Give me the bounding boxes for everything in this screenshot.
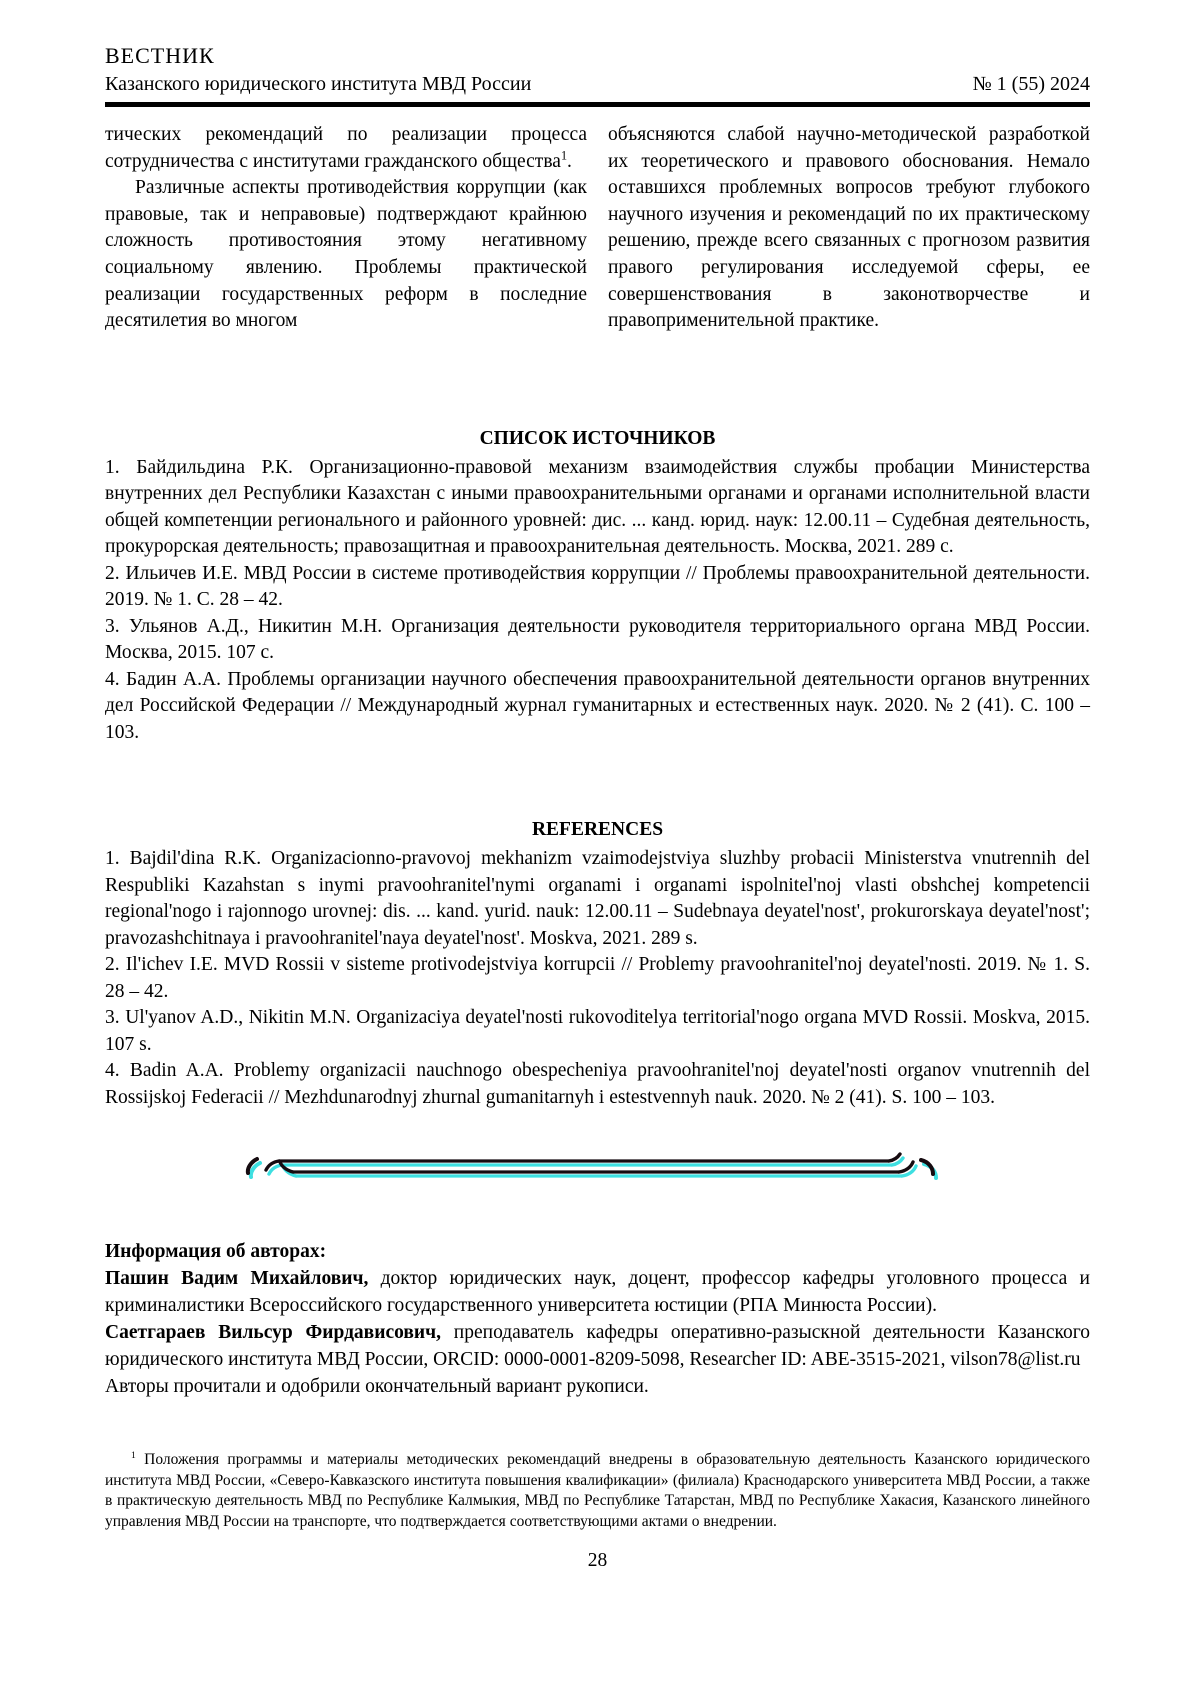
source-item: 3. Ульянов А.Д., Никитин М.Н. Организация деятельности руководителя территориального органа МВД России. Москва, 2015. 107 с.	[105, 615, 1090, 664]
decorative-divider	[105, 1151, 1090, 1194]
footnote-section	[105, 1450, 1090, 1532]
footnote-reference-mark: 1	[560, 148, 567, 163]
author-details: доктор юридических наук, доцент, профессор кафедры уголовного процесса и криминалистики Всероссийского государственного университета юстиции (РПА Минюста России).	[105, 1268, 1090, 1317]
intro-columns	[105, 122, 1090, 335]
author-details: преподаватель кафедры оперативно-разыскной деятельности Казанского юридического института МВД России, ORCID: 0000-0001-8209-5098, Researcher ID: ABE-3515-2021, vilson78@list.ru	[105, 1322, 1091, 1371]
references-list	[105, 846, 1090, 1111]
author-entry	[105, 1319, 1090, 1373]
intro-right-column	[608, 122, 1090, 335]
source-item: 2. Ильичев И.Е. МВД России в системе противодействия коррупции // Проблемы правоохранительной деятельности. 2019. № 1. С. 28 – 42.	[105, 562, 1090, 611]
page-number: 28	[587, 1550, 608, 1572]
journal-title: ВЕСТНИК	[105, 43, 215, 68]
references-heading: REFERENCES	[531, 819, 664, 841]
authors-section	[105, 1238, 1090, 1400]
authors-heading: Информация об авторах:	[105, 1241, 327, 1263]
author-entry	[105, 1265, 1090, 1319]
footnote-text: $^1$ Положения программы и материалы методических рекомендаций внедрены в образовательную деятельность Казанского юридического института МВД России, «Северо-Кавказского института повышения квалификации» (филиала) Краснодарского университета МВД России, а также в практическую деятельность МВД по Республике Калмыкия, МВД по Республике Татарстан, МВД по Республике Хакасия, Казанского линейного управления МВД России на транспорте, что подтверждается соответствующими актами о внедрении.	[105, 1450, 1090, 1530]
reference-item: 4. Badin A.A. Problemy organizacii nauchnogo obespecheniya pravoohranitel'noj deyatel'nosti organov vnutrennih del Rossijskoj Federacii // Mezhdunarodnyj zhurnal gumanitarnyh i estestvennyh nauk. 2020. № 2 (41). S. 100 – 103.	[105, 1060, 1090, 1108]
page-header	[105, 42, 1090, 107]
authors-approval-note: Авторы прочитали и одобрили окончательный вариант рукописи.	[105, 1376, 649, 1398]
sources-list	[105, 455, 1090, 747]
intro-left-column	[105, 122, 587, 335]
footnote-marker: 1	[131, 1450, 136, 1462]
intro-paragraph: объясняются слабой научно-методической разработкой их теоретического и правового обоснования. Немало оставшихся проблемных вопросов требуют глубокого научного изучения и рекомендаций по их практическому решению, прежде всего связанных с прогнозом развития правого регулирования исследуемой сферы, ее совершенствования в законотворчестве и правоприменительной практике.	[608, 124, 1090, 332]
header-rule	[105, 102, 1090, 107]
issue-number: № 1 (55) 2024	[972, 73, 1090, 95]
author-name: Саетгараев Вильсур Фирдависович,	[105, 1322, 442, 1344]
author-name: Пашин Вадим Михайлович,	[105, 1268, 369, 1290]
journal-subtitle: Казанского юридического института МВД России	[105, 73, 532, 95]
reference-item: 3. Ul'yanov A.D., Nikitin M.N. Organizaciya deyatel'nosti rukovoditelya territorial'nogo organa MVD Rossii. Moskva, 2015. 107 s.	[105, 1007, 1090, 1055]
intro-paragraph: Различные аспекты противодействия коррупции (как правовые, так и неправовые) подтверждают крайнюю сложность противостояния этому негативному социальному явлению. Проблемы практической реализации государственных реформ в последние десятилетия во многом	[105, 177, 587, 332]
reference-item: 1. Bajdil'dina R.K. Organizacionno-pravovoj mekhanizm vzaimodejstviya sluzhby probacii Ministerstva vnutrennih del Respubliki Kazahstan s inymi pravoohranitel'nymi organami i organami ispolnitel'noj vlasti obshchej kompetencii regional'nogo i rajonnogo urovnej: dis. ... kand. yurid. nauk: 12.00.11 – Sudebnaya deyatel'nost', prokurorskaya deyatel'nost'; pravozashchitnaya i pravoohranitel'naya deyatel'nost'. Moskva, 2021. 289 s.	[105, 848, 1090, 949]
reference-item: 2. Il'ichev I.E. MVD Rossii v sisteme protivodejstviya korrupcii // Problemy pravoohranitel'noj deyatel'nosti. 2019. № 1. S. 28 – 42.	[105, 954, 1090, 1002]
source-item: 4. Бадин А.А. Проблемы организации научного обеспечения правоохранительной деятельности органов внутренних дел Российской Федерации // Международный журнал гуманитарных и естественных наук. 2020. № 2 (41). С. 100 – 103.	[105, 668, 1090, 743]
source-item: 1. Байдильдина Р.К. Организационно-правовой механизм взаимодействия службы пробации Министерства внутренних дел Республики Казахстан с иными правоохранительными органами и органами исполнительной власти общей компетенции регионального и районного уровней: дис. ... канд. юрид. наук: 12.00.11 – Судебная деятельность, прокурорская деятельность; правозащитная и правоохранительная деятельность. Москва, 2021. 289 с.	[105, 456, 1090, 558]
sources-heading: СПИСОК ИСТОЧНИКОВ	[479, 427, 716, 449]
intro-paragraph: тических рекомендаций по реализации процесса сотрудничества с институтами гражданского общества$^1$.	[105, 124, 587, 172]
